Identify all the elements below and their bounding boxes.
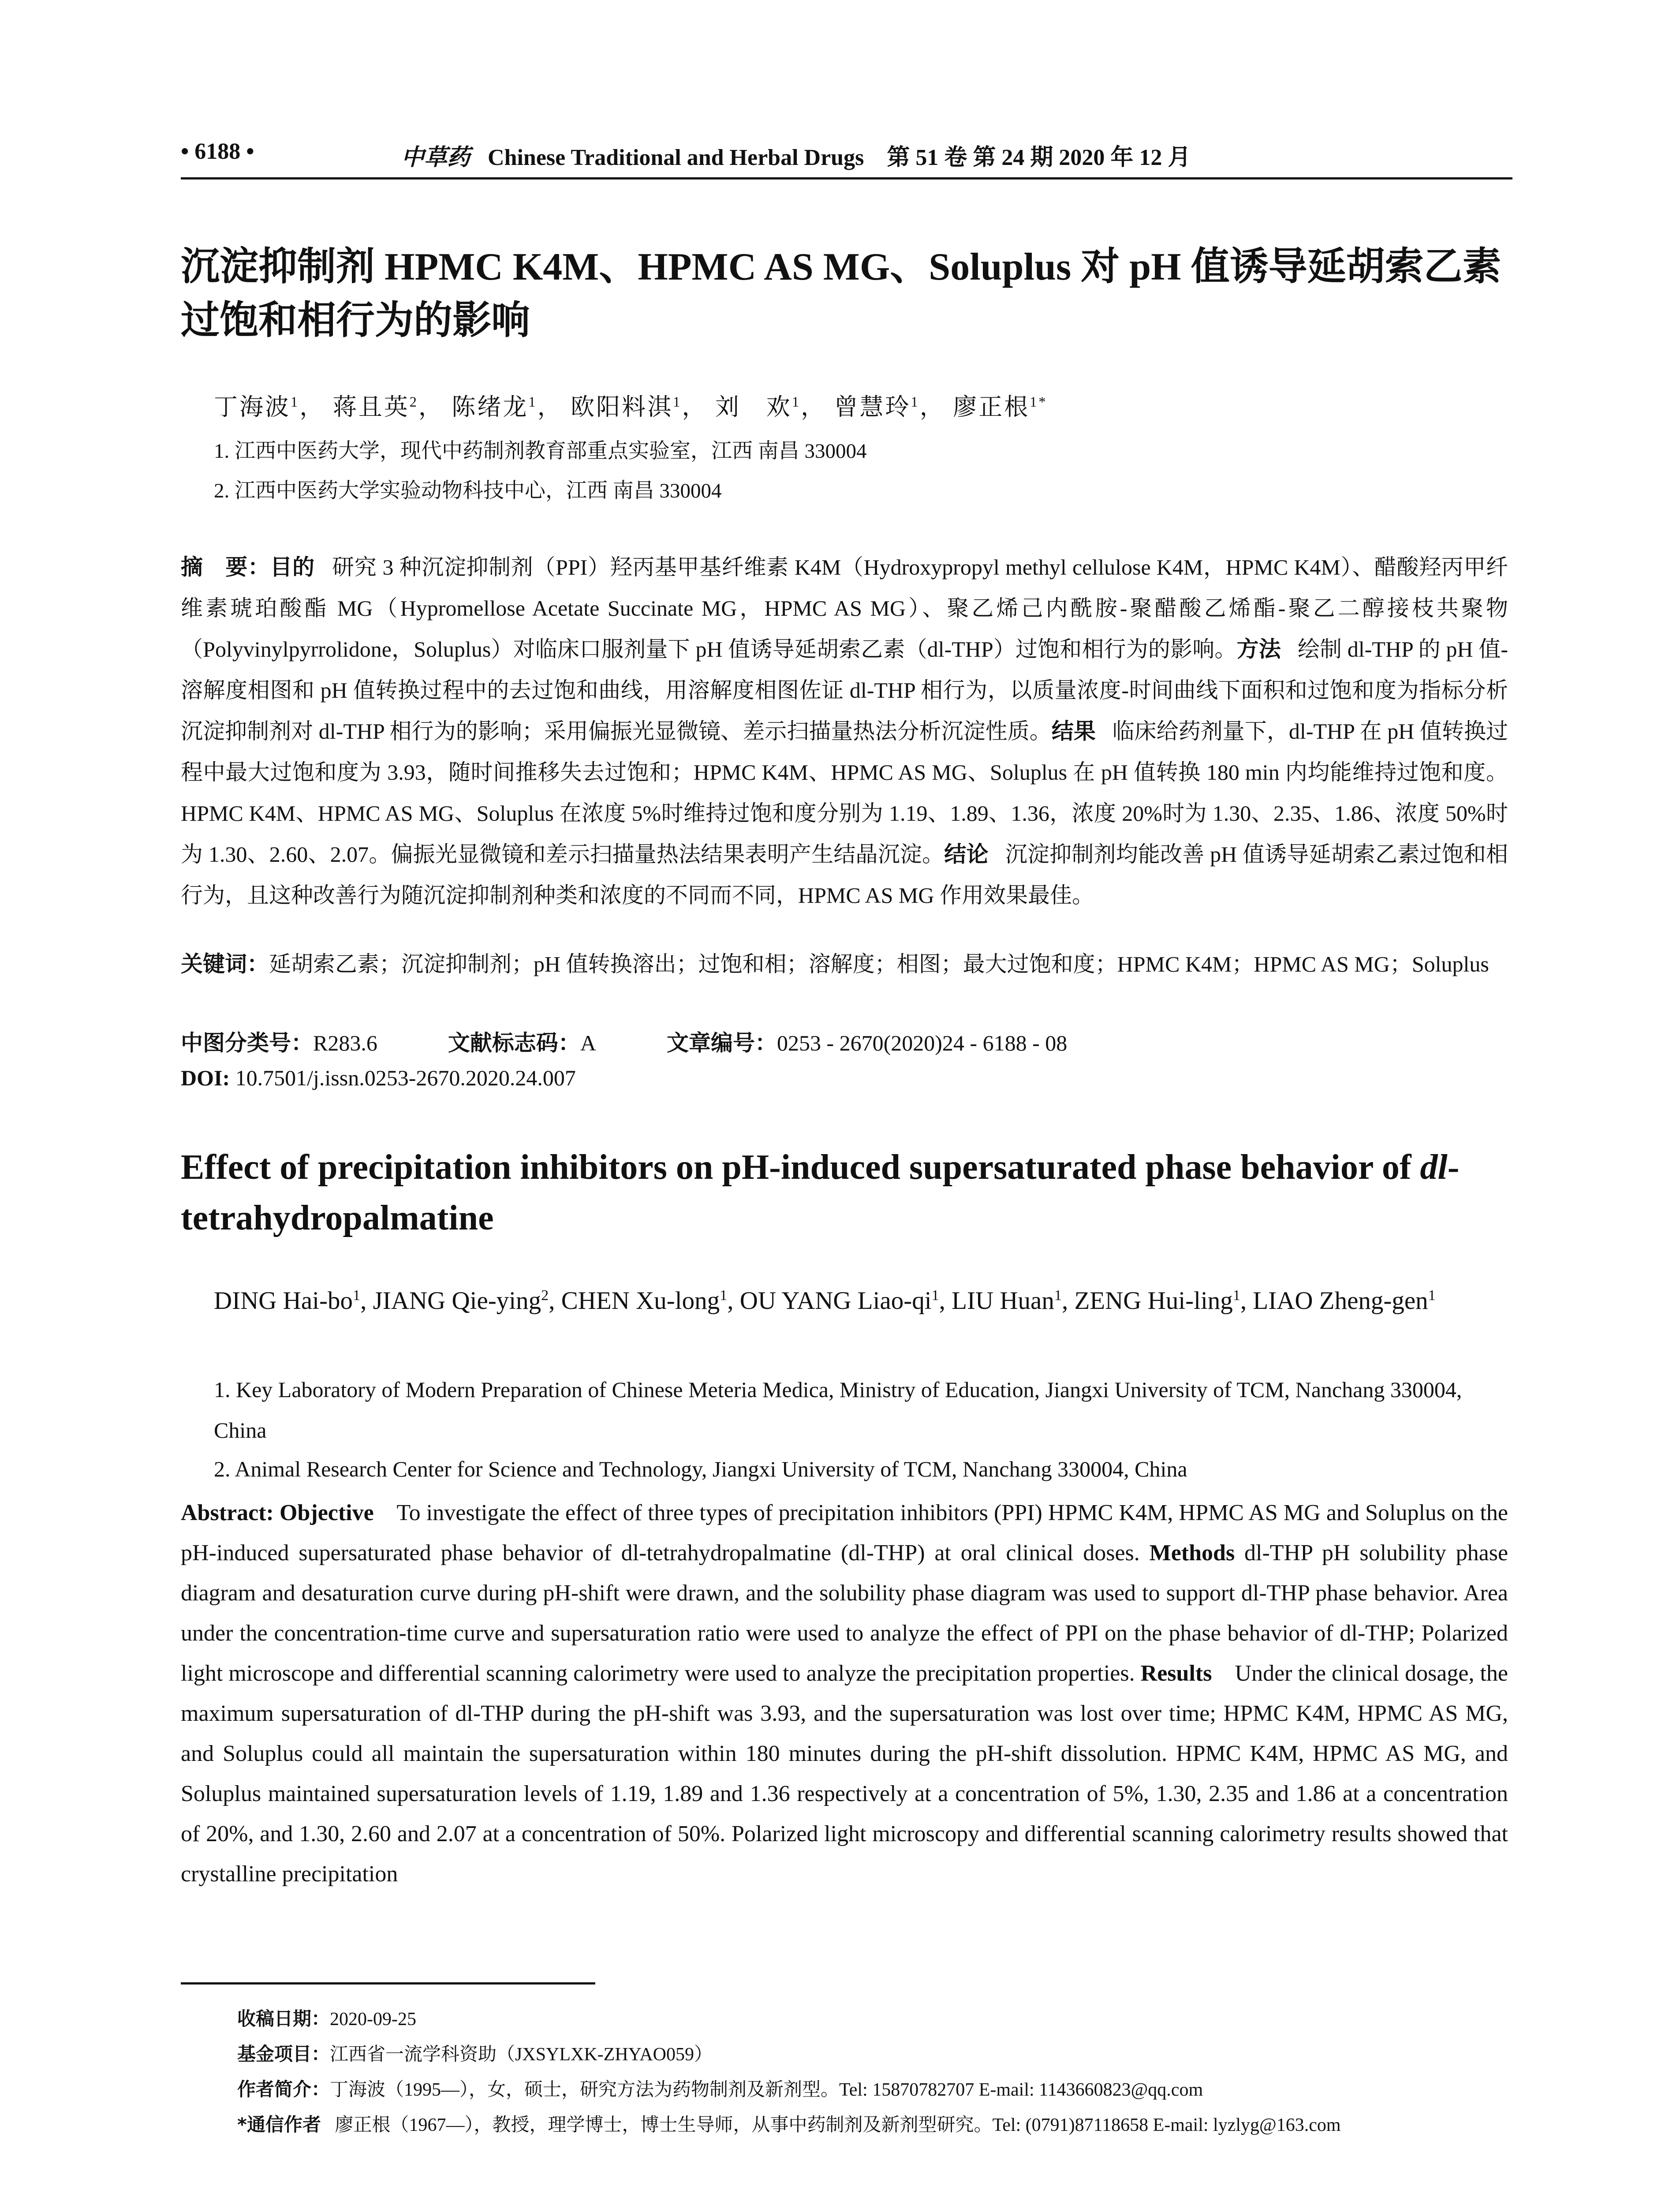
author-en: CHEN Xu-long [561,1287,720,1315]
journal-name-en: Chinese Traditional and Herbal Drugs [488,145,864,170]
objective-text: 研究 3 种沉淀抑制剂（PPI）羟丙基甲基纤维素 K4M（Hydroxypropyl methyl cellulose K4M，HPMC K4M）、醋酸羟丙甲纤维素琥珀酸酯 MG（Hypromellose Acetate Succinate MG，HPMC AS MG）、聚乙烯己内酰胺-聚醋酸乙烯酯-聚乙二醇接枝共聚物（Polyvinylpyrrolidone，Soluplus）对临床口服剂量下 pH 值诱导延胡索乙素（dl-THP）过饱和相行为的影响。 [181,555,1508,662]
footnote-corresponding-author: *通信作者 廖正根（1967—），教授，理学博士，博士生导师，从事中药制剂及新剂型研究。Tel: (0791)87118658 E-mail: lyzlyg@163.com [237,2114,1341,2135]
author-cn: 曾慧玲 [834,394,911,420]
authors-en: DING Hai-$bo^1$, JIANG Qie-ying$^2$, CHEN Xu-long$^1$, OU YANG Liao-$qi^1$, LIU Huan$^1$, ZENG Hui-ling$^1$, LIAO Zheng-gen$^1$ [214,1287,1436,1315]
footnote-rule [181,1982,595,1984]
footnote-fund: 基金项目：江西省一流学科资助（JXSYLXK-ZHYAO059） [237,2043,713,2065]
methods-text: 绘制 dl-THP 的 pH 值-溶解度相图和 pH 值转换过程中的去过饱和曲线，用溶解度相图佐证 dl-THP 相行为，以质量浓度-时间曲线下面积和过饱和度为指标分析沉淀抑制剂对 dl-THP 相行为的影响；采用偏振光显微镜、差示扫描量热法分析沉淀性质。 [181,637,1508,744]
author-cn: 欧阳料淇 [571,394,673,420]
results-en-label: Results [1140,1661,1212,1686]
author-en: LIU Huan [952,1287,1054,1315]
results-text: 临床给药剂量下，dl-THP 在 pH 值转换过程中最大过饱和度为 3.93，随时间推移失去过饱和；HPMC K4M、HPMC AS MG、Soluplus 在 pH 值转换 180 min 内均能维持过饱和度。HPMC K4M、HPMC AS MG、Soluplus 在浓度 5%时维持过饱和度分别为 1.19、1.89、1.36，浓度 20%时为 1.30、2.35、1.86、浓度 50%时为 1.30、2.60、2.07。偏振光显微镜和差示扫描量热法结果表明产生结晶沉淀。 [181,719,1508,867]
doccode-label: 文献标志码： [448,1030,580,1056]
objective-en-text: To investigate the effect of three types of precipitation inhibitors (PPI) HPMC K4M, HPMC AS MG and Soluplus on the pH-induced supersaturated phase behavior of dl-tetrahydropalmatine (dl-THP) at oral clinical doses. [181,1500,1508,1566]
authors-cn: 丁海波$^1$， 蒋且英$^2$， 陈绪龙$^1$， 欧阳料淇$^1$， 刘 欢$^1$， 曾慧玲$^1$， 廖正根$^{1*}$ [214,394,1048,420]
journal-issue: 第 51 卷 第 24 期 2020 年 12 月 [887,145,1191,170]
abstract-en-label: Abstract: [181,1500,274,1525]
journal-name [401,138,1191,172]
conclusion-text: 沉淀抑制剂均能改善 pH 值诱导延胡索乙素过饱和相行为，且这种改善行为随沉淀抑制剂种类和浓度的不同而不同，HPMC AS MG 作用效果最佳。 [181,842,1508,908]
author-cn: 廖正根 [953,394,1030,420]
author-cn: 丁海波 [214,394,291,420]
author-en: DING Hai-bo [214,1287,353,1315]
affiliation-cn-1: 1. 江西中医药大学，现代中药制剂教育部重点实验室，江西 南昌 330004 [214,440,867,463]
results-label: 结果 [1051,718,1096,744]
author-cn: 刘 欢 [715,394,792,420]
doi-line [181,1065,576,1091]
results-en-text: Under the clinical dosage, the maximum supersaturation of dl-THP during the pH-shift was 3.93, and the supersaturation was lost over time; HPMC K4M, HPMC AS MG, and Soluplus could all maintain the supersaturation within 180 minutes during the pH-shift dissolution. HPMC K4M, HPMC AS MG, and Soluplus maintained supersaturation levels of 1.19, 1.89 and 1.36 respectively at a concentration of 5%, 1.30, 2.35 and 1.86 at a concentration of 20%, and 1.30, 2.60 and 2.07 at a concentration of 50%. Polarized light microscopy and differential scanning calorimetry results showed that crystalline precipitation [181,1661,1508,1887]
journal-name-cn: 中草药 [401,145,470,170]
running-header [181,136,1512,176]
author-en: ZENG Hui-ling [1074,1287,1233,1315]
keywords-text: 延胡索乙素；沉淀抑制剂；pH 值转换溶出；过饱和相；溶解度；相图；最大过饱和度；HPMC K4M；HPMC AS MG；Soluplus [269,952,1489,976]
author-cn: 蒋且英 [332,394,410,420]
doccode-value: A [580,1031,596,1055]
author-cn: 陈绪龙 [452,394,529,420]
affiliation-en-1: 1. Key Laboratory of Modern Preparation of Chinese Meteria Medica, Ministry of Education, Jiangxi University of TCM, Nanchang 330004, China [214,1377,1462,1443]
title-en: Effect of precipitation inhibitors on pH-induced supersaturated phase behavior of dl-tetrahydropalmatine [181,1148,1460,1237]
title-cn: 沉淀抑制剂 HPMC K4M、HPMC AS MG、Soluplus 对 pH 值诱导延胡索乙素过饱和相行为的影响 [181,246,1501,342]
footnote-author-bio: 作者简介：丁海波（1995—），女，硕士，研究方法为药物制剂及新剂型。Tel: 15870782707 E-mail: 1143660823@qq.com [237,2078,1203,2100]
methods-label: 方法 [1236,636,1281,662]
doi-label: DOI: [181,1065,230,1090]
author-en: JIANG Qie-ying [373,1287,541,1315]
abstract-en [181,1493,1508,1894]
author-en: LIAO Zheng-gen [1253,1287,1428,1315]
article-number-label: 文章编号： [666,1030,777,1056]
objective-label: 目的 [270,554,315,580]
methods-en-text: dl-THP pH solubility phase diagram and desaturation curve during pH-shift were drawn, and the solubility phase diagram was used to support dl-THP phase behavior. Area under the concentration-time curve and supersaturation ratio were used to analyze the effect of PPI on the phase behavior of dl-THP; Polarized light microscope and differential scanning calorimetry were used to analyze the precipitation properties. [181,1540,1508,1686]
methods-en-label: Methods [1149,1540,1235,1566]
keywords-cn [181,944,1508,985]
keywords-label: 关键词： [181,951,269,977]
affiliation-cn-2: 2. 江西中医药大学实验动物科技中心，江西 南昌 330004 [214,479,722,502]
article-number-value: 0253 - 2670(2020)24 - 6188 - 08 [777,1031,1068,1055]
abstract-cn [181,547,1508,916]
abstract-cn-label: 摘 要： [181,554,270,580]
clc-value: R283.6 [313,1031,377,1055]
classification-line [181,1025,1067,1057]
header-rule [181,177,1512,179]
doi-value: 10.7501/j.issn.0253-2670.2020.24.007 [235,1065,576,1090]
author-en: OU YANG Liao-qi [739,1287,932,1315]
page-number: • 6188 • [181,139,254,164]
objective-en-label: Objective [280,1500,374,1525]
footnote-received: 收稿日期：2020-09-25 [237,2008,416,2029]
conclusion-label: 结论 [944,841,989,867]
clc-label: 中图分类号： [181,1030,313,1056]
affiliation-en-2: 2. Animal Research Center for Science and Technology, Jiangxi University of TCM, Nanchang 330004, China [214,1457,1187,1481]
